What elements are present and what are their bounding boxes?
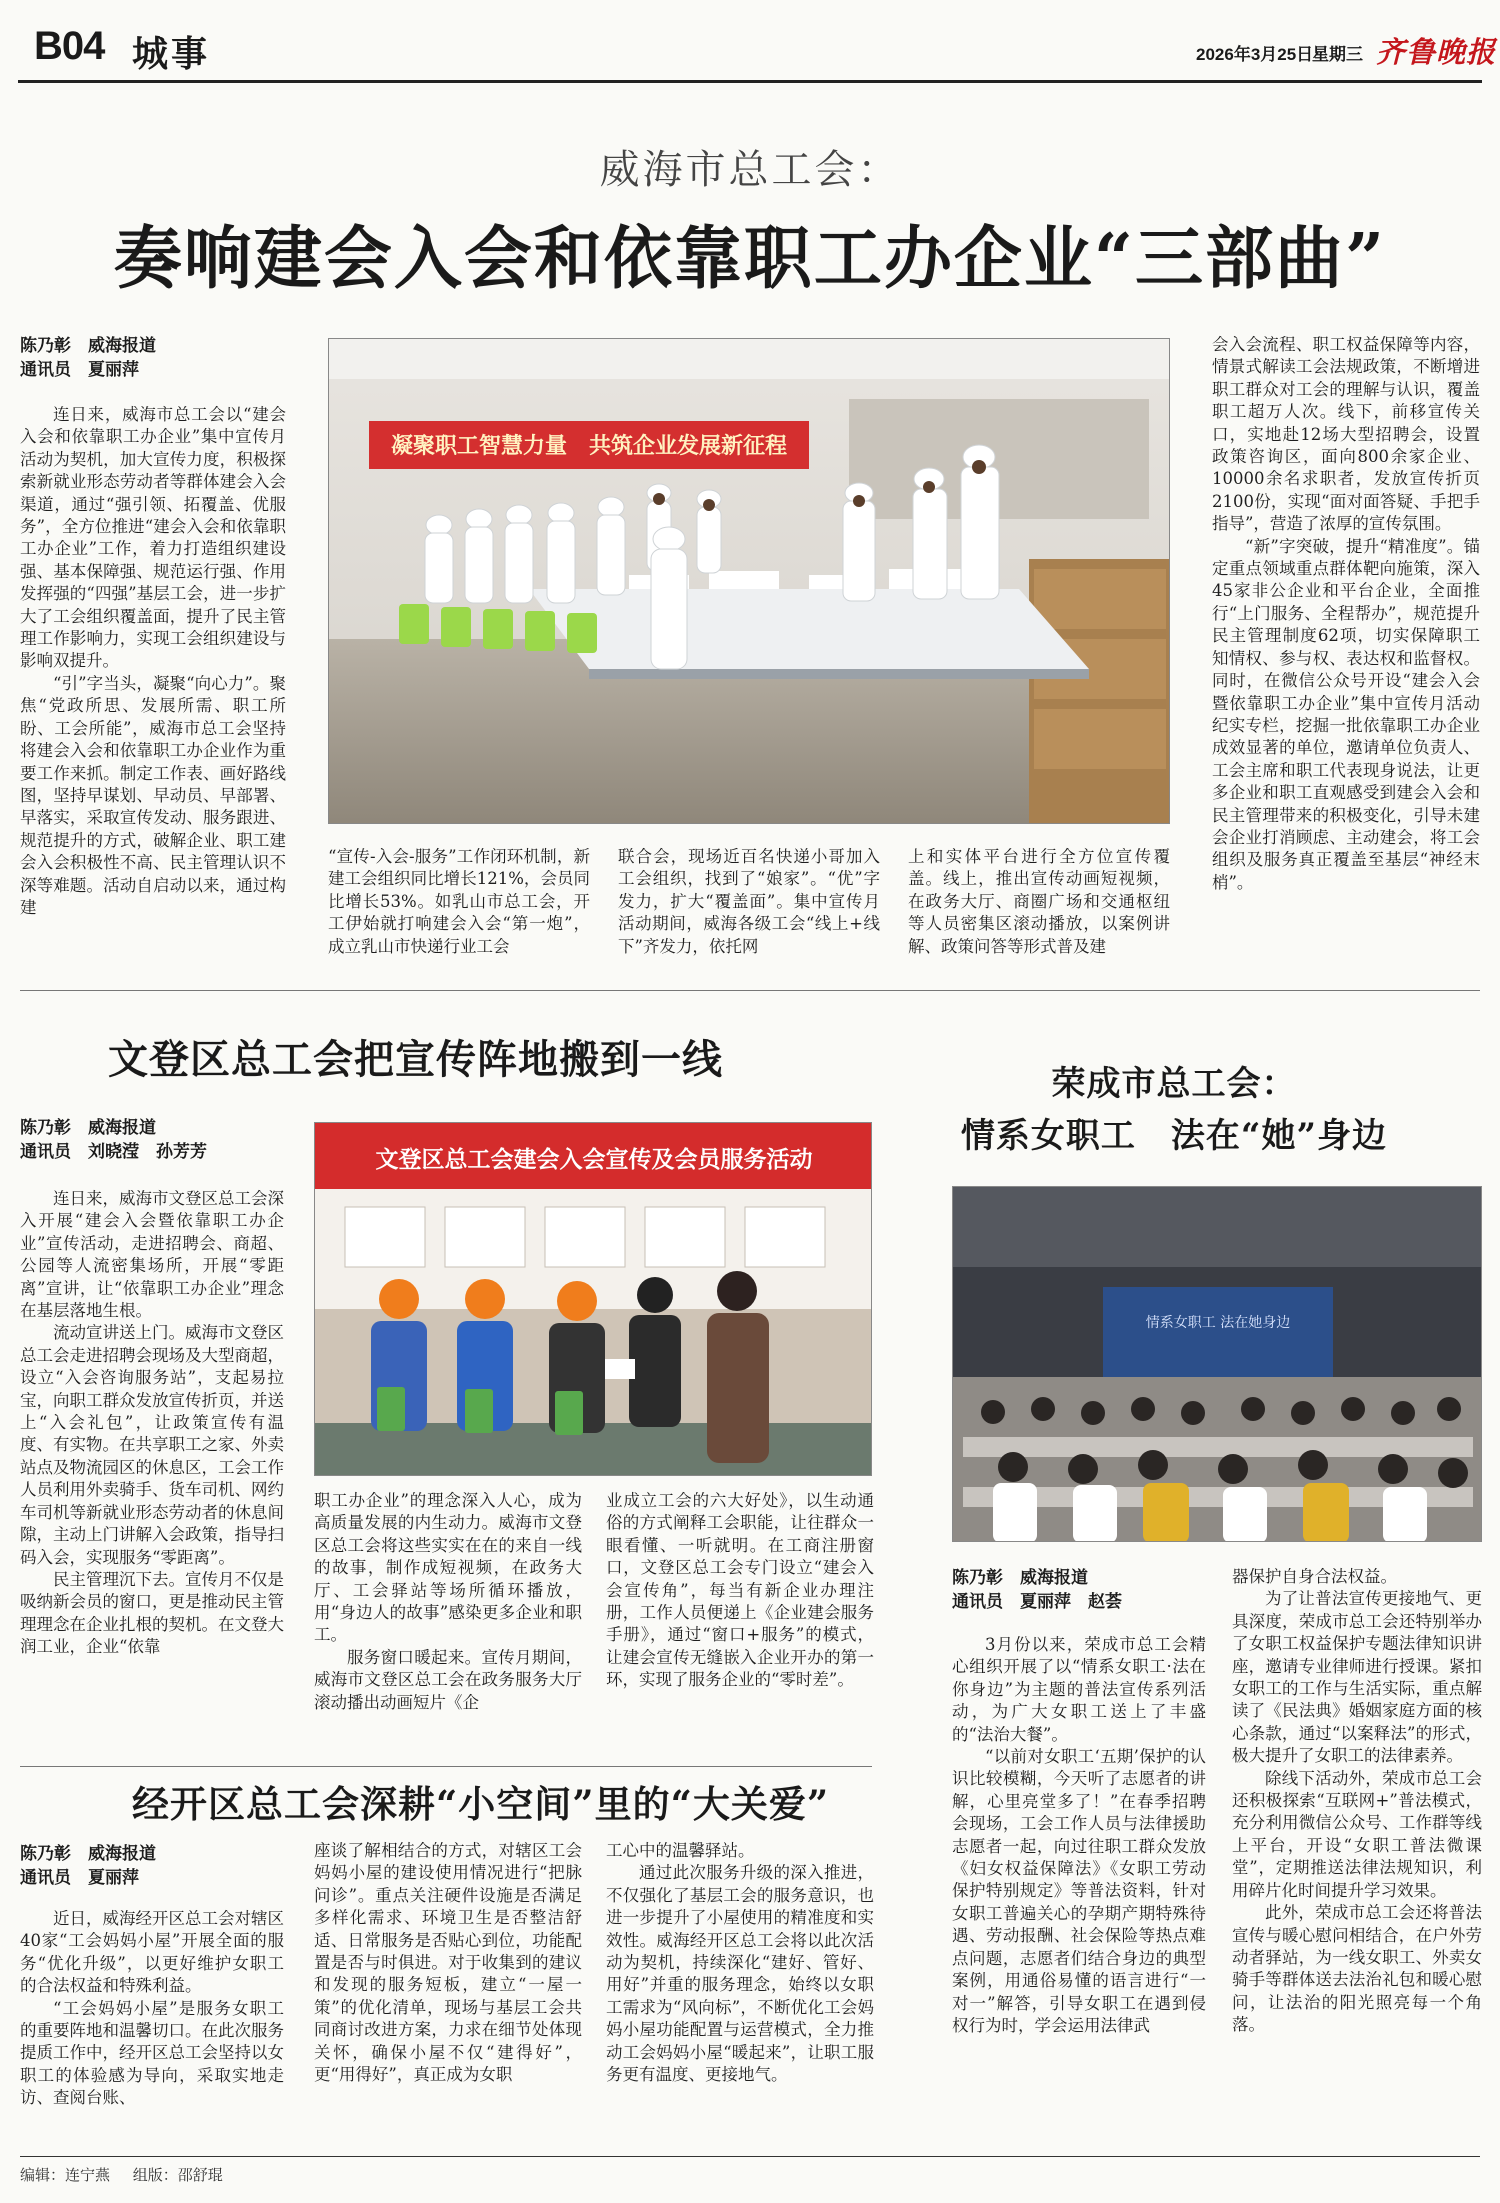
byline-reporter: 陈乃彰 威海报道 — [952, 1568, 1088, 1588]
article1-byline — [20, 334, 290, 382]
article1-column-2 — [328, 846, 590, 972]
article3-byline — [20, 1842, 290, 1890]
section-name: 城事 — [132, 33, 211, 75]
issue-date: 2026年3月25日 — [1196, 45, 1314, 64]
newspaper-masthead: 齐鲁晚报 — [1376, 35, 1497, 69]
photo-banner-text: 文登区总工会建会入会宣传及会员服务活动 — [375, 1147, 813, 1173]
byline-reporter: 陈乃彰 威海报道 — [20, 1118, 156, 1138]
article1-photo — [328, 338, 1170, 824]
page-number: B04 — [34, 24, 105, 68]
article4-headline-line1: 荣成市总工会： — [1051, 1064, 1297, 1104]
paragraph: 器保护自身合法权益。 — [1232, 1567, 1397, 1586]
paragraph: “引”字当头，凝聚“向心力”。聚焦“党政所思、发展所需、职工所盼、工会所能”，威海市总工会坚持将建会入会和依靠职工办企业作为重要工作来抓。制定工作表、画好路线图，坚持早谋划、早动员、早部署、早落实，采取宣传发动、服务跟进、规范提升的方式，破解企业、职工建会入会积极性不高、民主管理认识不深等难题。活动自启动以来，通过构建 — [20, 673, 286, 917]
article3-column-2 — [314, 1840, 582, 2148]
paragraph: 服务窗口暖起来。宣传月期间，威海市文登区总工会在政务服务大厅滚动播出动画短片《企 — [314, 1647, 582, 1712]
designer-credit: 组版：邵舒琨 — [132, 2166, 223, 2184]
paragraph: 除线下活动外，荣成市总工会还积极探索“互联网+”普法模式，充分利用微信公众号、工作群等线上平台，开设“女职工普法微课堂”，定期推送法律法规知识，利用碎片化时间提升学习效果。 — [1232, 1768, 1482, 1900]
paragraph: 近日，威海经开区总工会对辖区40家“工会妈妈小屋”开展全面的服务“优化升级”，以更好维护女职工的合法权益和特殊利益。 — [20, 1909, 284, 1996]
paragraph: 业成立工会的六大好处》，以生动通俗的方式阐释工会职能，让往群众一眼看懂、一听就明。在工商注册窗口，文登区总工会专门设立“建会入会宣传角”，每当有新企业办理注册，工作人员便递上《企业建会服务手册》，通过“窗口+服务”的模式，让建会宣传无缝嵌入企业开办的第一环，实现了服务企业的“零时差”。 — [606, 1491, 874, 1690]
article3-column-3 — [606, 1840, 874, 2148]
section-divider — [20, 1766, 872, 1767]
article2-headline: 文登区总工会把宣传阵地搬到一线 — [108, 1036, 723, 1083]
article2-photo — [314, 1122, 872, 1476]
article4-photo — [952, 1186, 1482, 1542]
article2-column-3 — [606, 1490, 874, 1760]
article3-headline: 经开区总工会深耕“小空间”里的“大关爱” — [132, 1782, 830, 1826]
article3-column-1 — [20, 1908, 284, 2148]
paragraph: 此外，荣成市总工会还将普法宣传与暖心慰问相结合，在户外劳动者驿站，为一线女职工、外卖女骑手等群体送去法治礼包和暖心慰问，让法治的阳光照亮每一个角落。 — [1232, 1903, 1482, 2035]
paragraph: 职工办企业”的理念深入人心，成为高质量发展的内生动力。威海市文登区总工会将这些实实在在的来自一线的故事，制作成短视频，在政务大厅、工会驿站等场所循环播放，用“身边人的故事”感染更多企业和职工。 — [314, 1491, 582, 1645]
paragraph: 为了让普法宣传更接地气、更具深度，荣成市总工会还特别举办了女职工权益保护专题法律知识讲座，邀请专业律师进行授课。紧扣女职工的工作与生活实际，重点解读了《民法典》婚姻家庭方面的核心条款，通过“以案释法”的形式，极大提升了女职工的法律素养。 — [1232, 1589, 1482, 1766]
screen-text: 情系女职工 法在她身边 — [1145, 1315, 1291, 1331]
byline-correspondent: 通讯员 夏丽萍 赵荟 — [952, 1592, 1122, 1612]
paragraph: “新”字突破，提升“精准度”。锚定重点领域重点群体靶向施策，深入45家非公企业和平台企业，全面推行“上门服务、全程帮办”，规范提升民主管理制度62项，切实保障职工知情权、参与权、表达权和监督权。同时，在微信公众号开设“建会入会暨依靠职工办企业”集中宣传月活动纪实专栏，挖掘一批依靠职工办企业成效显著的单位，邀请单位负责人、工会主席和职工代表现身说法，让更多企业和职工直观感受到建会入会和民主管理带来的积极变化，引导未建会企业打消顾虑、主动建会，将工会组织及服务真正覆盖至基层“神经末梢”。 — [1212, 536, 1480, 892]
article4-headline-line2: 情系女职工 法在“她”身边 — [960, 1116, 1388, 1156]
page-footer — [20, 2164, 241, 2185]
paragraph: 工心中的温馨驿站。 — [606, 1841, 755, 1860]
paragraph: 连日来，威海市总工会以“建会入会和依靠职工办企业”集中宣传月活动为契机，加大宣传力度，积极探索新就业形态劳动者等群体建会入会渠道，通过“强引领、拓覆盖、优服务”，全方位推进“建会入会和依靠职工办企业”工作，着力打造组织建设强、基本保障强、规范运行强、作用发挥强的“四强”基层工会，进一步扩大了工会组织覆盖面，提升了民主管理工作影响力，实现工会组织建设与影响双提升。 — [20, 405, 286, 671]
paragraph: “以前对女职工‘五期’保护的认识比较模糊，今天听了志愿者的讲解，心里亮堂多了！”在春季招聘会现场，工会工作人员与法律援助志愿者一起，向过往职工群众发放《妇女权益保障法》《女职工劳动保护特别规定》等普法资料，针对女职工普遍关心的孕期产期特殊待遇、劳动报酬、社会保险等热点难点问题，志愿者们结合身边的典型案例，用通俗易懂的语言进行“一对一”解答，引导女职工在遇到侵权行为时，学会运用法律武 — [952, 1747, 1206, 2035]
article1-column-4 — [908, 846, 1170, 972]
article2-column-2 — [314, 1490, 582, 1760]
article2-column-1 — [20, 1188, 284, 1756]
byline-reporter: 陈乃彰 威海报道 — [20, 1844, 156, 1864]
article1-headline: 奏响建会入会和依靠职工办企业“三部曲” — [113, 219, 1387, 299]
article4-column-1 — [952, 1634, 1206, 2148]
article4-byline — [952, 1566, 1222, 1614]
article1-column-3 — [618, 846, 880, 972]
article2-byline — [20, 1116, 290, 1164]
paragraph: 座谈了解相结合的方式，对辖区工会妈妈小屋的建设使用情况进行“把脉问诊”。重点关注硬件设施是否满足多样化需求、环境卫生是否整洁舒适、日常服务是否贴心到位，功能配置是否与时俱进。对于收集到的建议和发现的服务短板，建立“一屋一策”的优化清单，现场与基层工会共同商讨改进方案，力求在细节处体现关怀，确保小屋不仅“建得好”，更“用得好”，真正成为女职 — [314, 1841, 582, 2085]
issue-weekday: 星期三 — [1312, 45, 1363, 64]
byline-correspondent: 通讯员 夏丽萍 — [20, 360, 139, 380]
byline-correspondent: 通讯员 夏丽萍 — [20, 1868, 139, 1888]
editor-credit: 编辑：连宁燕 — [20, 2166, 111, 2184]
section-divider — [20, 990, 1480, 991]
article4-column-2 — [1232, 1566, 1482, 2148]
paragraph: 上和实体平台进行全方位宣传覆盖。线上，推出宣传动画短视频，在政务大厅、商圈广场和交通枢纽等人员密集区滚动播放，以案例讲解、政策问答等形式普及建 — [908, 847, 1170, 956]
byline-correspondent: 通讯员 刘晓滢 孙芳芳 — [20, 1142, 207, 1162]
paragraph: 3月份以来，荣成市总工会精心组织开展了以“情系女职工·法在你身边”为主题的普法宣传系列活动，为广大女职工送上了丰盛的“法治大餐”。 — [952, 1635, 1206, 1744]
paragraph: 联合会，现场近百名快递小哥加入工会组织，找到了“娘家”。“优”字发力，扩大“覆盖面”。集中宣传月活动期间，威海各级工会“线上+线下”齐发力，依托网 — [618, 847, 880, 956]
paragraph: 流动宣讲送上门。威海市文登区总工会走进招聘会现场及大型商超，设立“入会咨询服务站”，支起易拉宝，向职工群众发放宣传折页，并送上“入会礼包”，让政策宣传有温度、有实物。在共享职工之家、外卖站点及物流园区的休息区，工会工作人员利用外卖骑手、货车司机、网约车司机等新就业形态劳动者的休息间隙，主动上门讲解入会政策，指导扫码入会，实现服务“零距离”。 — [20, 1323, 284, 1567]
paragraph: 会入会流程、职工权益保障等内容，情景式解读工会法规政策，不断增进职工群众对工会的理解与认识，覆盖职工超万人次。线下，前移宣传关口，实地赴12场大型招聘会，设置政策咨询区，面向800余家企业、10000余名求职者，发放宣传折页2100份，实现“面对面答疑、手把手指导”，营造了浓厚的宣传氛围。 — [1212, 335, 1480, 534]
article1-kicker: 威海市总工会： — [599, 147, 901, 193]
footer-rule — [20, 2156, 1480, 2157]
byline-reporter: 陈乃彰 威海报道 — [20, 336, 156, 356]
paragraph: 通过此次服务升级的深入推进，不仅强化了基层工会的服务意识，也进一步提升了小屋使用的精准度和实效性。威海经开区总工会将以此次活动为契机，持续深化“建好、管好、用好”并重的服务理念，始终以女职工需求为“风向标”，不断优化工会妈妈小屋功能配置与运营模式，全力推动工会妈妈小屋“暖起来”，让职工服务更有温度、更接地气。 — [606, 1863, 874, 2085]
header-rule — [18, 80, 1482, 83]
photo-banner-text: 凝聚职工智慧力量 共筑企业发展新征程 — [390, 434, 788, 459]
paragraph: 连日来，威海市文登区总工会深入开展“建会入会暨依靠职工办企业”宣传活动，走进招聘会、商超、公园等人流密集场所，开展“零距离”宣讲，让“依靠职工办企业”理念在基层落地生根。 — [20, 1189, 284, 1321]
article1-column-1 — [20, 404, 286, 970]
paragraph: “工会妈妈小屋”是服务女职工的重要阵地和温馨切口。在此次服务提质工作中，经开区总工会坚持以女职工的体验感为导向，采取实地走访、查阅台账、 — [20, 1998, 284, 2108]
article1-column-5 — [1212, 334, 1480, 970]
paragraph: 民主管理沉下去。宣传月不仅是吸纳新会员的窗口，更是推动民主管理理念在企业扎根的契机。在文登大润工业，企业“依靠 — [20, 1569, 284, 1657]
article4-headline — [954, 1058, 1394, 1162]
paragraph: “宣传-入会-服务”工作闭环机制，新建工会组织同比增长121%，会员同比增长53%。如乳山市总工会，开工伊始就打响建会入会“第一炮”，成立乳山市快递行业工会 — [328, 847, 590, 956]
